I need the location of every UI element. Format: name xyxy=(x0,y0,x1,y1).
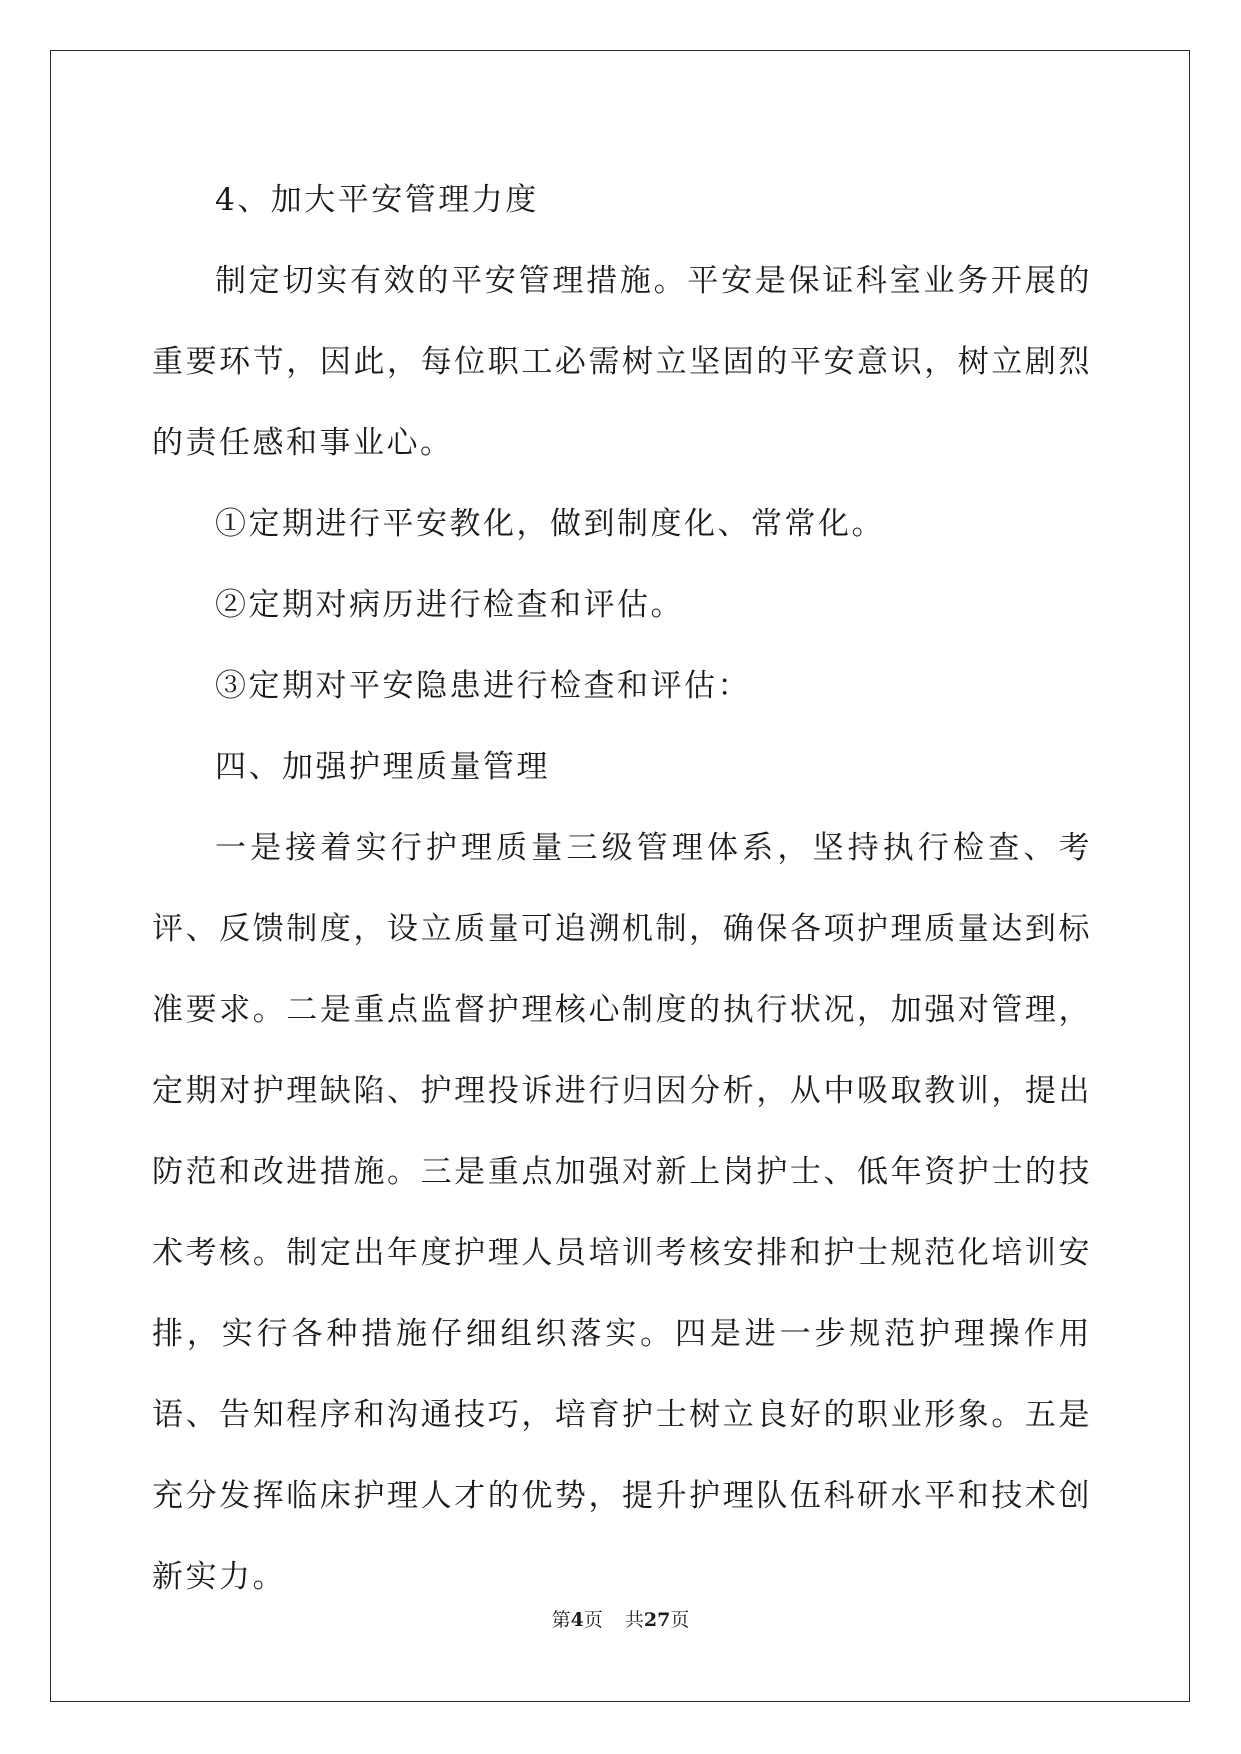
footer-total-suffix: 页 xyxy=(670,1609,690,1631)
page-footer xyxy=(0,1605,1241,1632)
section-heading-nursing-quality: 四、加强护理质量管理 xyxy=(215,749,550,785)
footer-page-prefix: 第 xyxy=(551,1609,571,1631)
footer-total-pages: 27 xyxy=(643,1609,671,1631)
list-item-3: ③定期对平安隐患进行检查和评估： xyxy=(215,668,751,704)
paragraph-nursing-quality: 一是接着实行护理质量三级管理体系，坚持执行检查、考评、反馈制度，设立质量可追溯机制，确保各项护理质量达到标准要求。二是重点监督护理核心制度的执行状况，加强对管理，定期对护理缺陷、护理投诉进行归因分析，从中吸取教训，提出防范和改进措施。三是重点加强对新上岗护士、低年资护士的技术考核。制定出年度护理人员培训考核安排和护士规范化培训安排，实行各种措施仔细组织落实。四是进一步规范护理操作用语、告知程序和沟通技巧，培育护士树立良好的职业形象。五是充分发挥临床护理人才的优势，提升护理队伍科研水平和技术创新实力。 xyxy=(152,830,1092,1595)
paragraph-safety-measures: 制定切实有效的平安管理措施。平安是保证科室业务开展的重要环节，因此，每位职工必需树立坚固的平安意识，树立剧烈的责任感和事业心。 xyxy=(152,263,1092,461)
section-heading-safety: 4、加大平安管理力度 xyxy=(215,182,539,218)
document-body xyxy=(152,160,1092,1618)
footer-page-number: 4 xyxy=(570,1609,584,1631)
footer-total-prefix: 共 xyxy=(624,1609,644,1631)
list-item-1: ①定期进行平安教化，做到制度化、常常化。 xyxy=(215,506,885,542)
list-item-2: ②定期对病历进行检查和评估。 xyxy=(215,587,684,623)
footer-page-suffix: 页 xyxy=(583,1609,603,1631)
